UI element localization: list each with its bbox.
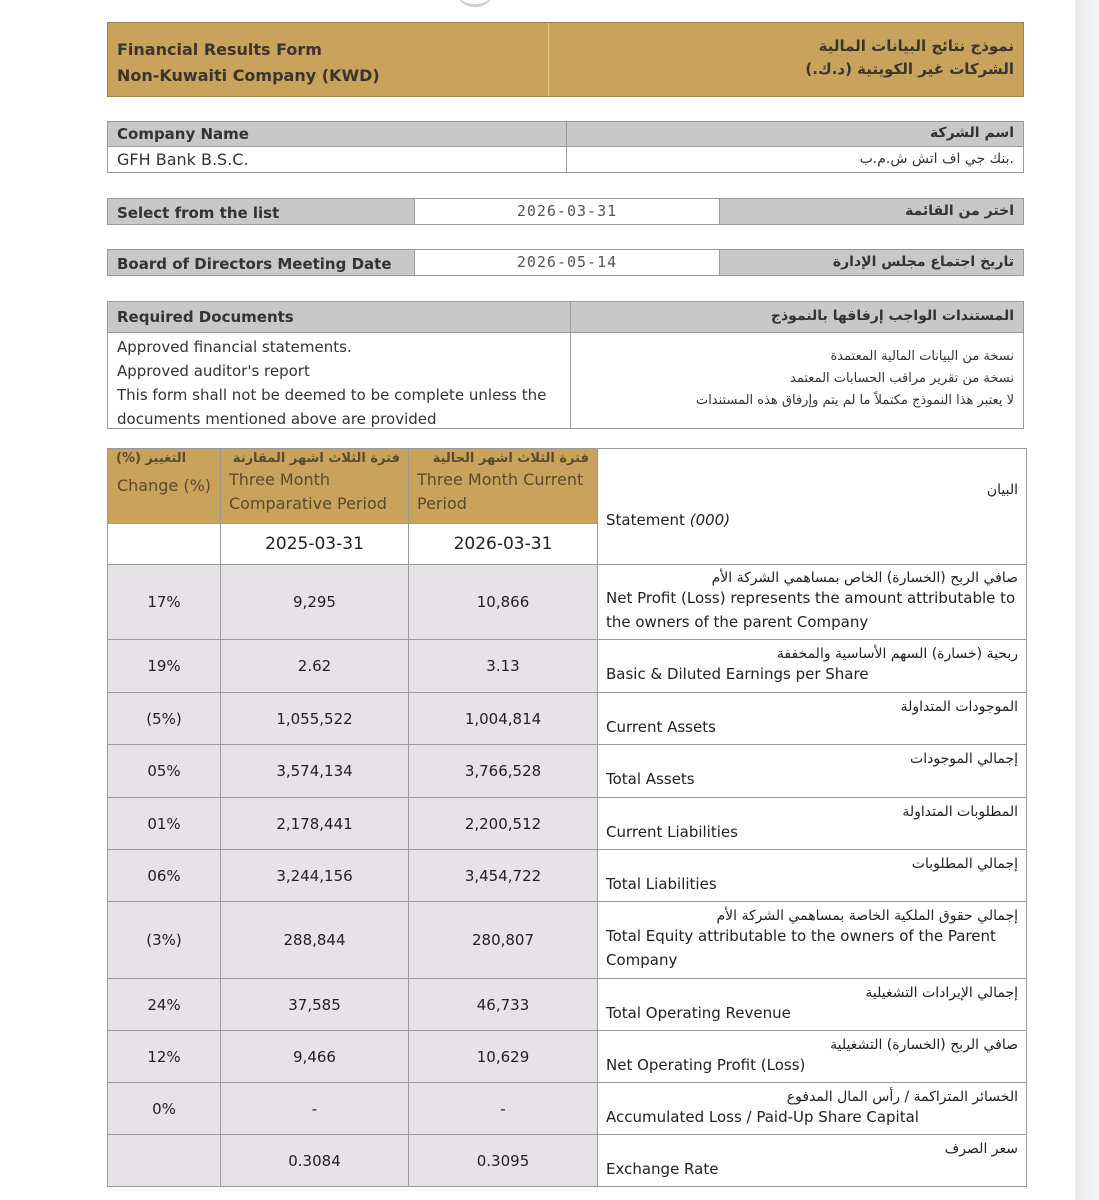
header-title-ar-line2: الشركات غير الكويتية (د.ك.) xyxy=(805,60,1014,78)
header-title-en-line1: Financial Results Form xyxy=(117,40,322,59)
statement-cell xyxy=(598,565,1027,640)
header-title-en xyxy=(108,23,549,96)
document-line: This form shall not be deemed to be complete unless the xyxy=(117,386,547,404)
select-list-label-ar: اختر من القائمة xyxy=(905,203,1014,219)
document-line: Approved auditor's report xyxy=(117,362,310,380)
statement-cell xyxy=(598,1083,1027,1135)
statement-label-en: Net Operating Profit (Loss) xyxy=(606,1055,806,1074)
statement-label-en: Basic & Diluted Earnings per Share xyxy=(606,665,869,683)
required-documents-label-ar: المستندات الواجب إرفاقها بالنموذج xyxy=(770,308,1014,324)
required-documents-label: Required Documents xyxy=(117,308,294,326)
statement-label-ar: صافي الربح (الخسارة) الخاص بمساهمي الشركة الأم xyxy=(711,570,1018,586)
document-line-ar: نسخة من تقرير مراقب الحسابات المعتمد xyxy=(790,371,1014,386)
table-row xyxy=(108,640,1027,693)
board-meeting-row xyxy=(107,249,1024,276)
change-header-ar: التغيير (%) xyxy=(116,451,187,466)
change-cell: (5%) xyxy=(108,693,221,745)
table-header-row xyxy=(108,449,1027,524)
statement-cell xyxy=(598,1031,1027,1083)
required-documents-section xyxy=(107,301,1024,429)
table-row xyxy=(108,1083,1027,1135)
page-edge-mark xyxy=(455,0,495,7)
statement-label-en: Current Liabilities xyxy=(606,822,738,841)
table-row xyxy=(108,693,1027,745)
statement-cell xyxy=(598,745,1027,798)
change-cell: 05% xyxy=(108,745,221,798)
statement-cell xyxy=(598,798,1027,850)
statement-label-ar: المطلوبات المتداولة xyxy=(902,803,1018,820)
company-name-value: GFH Bank B.S.C. xyxy=(117,150,249,169)
comparative-value-cell: 9,466 xyxy=(221,1031,409,1083)
current-value-cell: 1,004,814 xyxy=(409,693,598,745)
document-line: documents mentioned above are provided xyxy=(117,410,437,428)
comparative-value-cell: 2.62 xyxy=(221,640,409,693)
table-row xyxy=(108,902,1027,979)
comparative-value-cell: 3,574,134 xyxy=(221,745,409,798)
change-date-cell xyxy=(108,524,221,565)
current-date: 2026-03-31 xyxy=(409,524,598,565)
documents-list-ar xyxy=(696,346,1014,412)
current-value-cell: 2,200,512 xyxy=(409,798,598,850)
change-cell: 19% xyxy=(108,640,221,693)
document-line: Approved financial statements. xyxy=(117,338,352,356)
comparative-value-cell: 9,295 xyxy=(221,565,409,640)
change-cell: 12% xyxy=(108,1031,221,1083)
header-title-ar-line1: نموذج نتائج البيانات المالية xyxy=(818,37,1014,55)
table-row xyxy=(108,1031,1027,1083)
current-value-cell: 3,766,528 xyxy=(409,745,598,798)
comparative-value-cell: - xyxy=(221,1083,409,1135)
change-cell: 17% xyxy=(108,565,221,640)
company-name-label-ar: اسم الشركة xyxy=(929,125,1014,141)
documents-list-en xyxy=(117,335,546,431)
company-name-label: Company Name xyxy=(117,125,249,143)
current-header-ar: فترة الثلاث اشهر الحالية xyxy=(432,451,589,466)
statement-cell xyxy=(598,902,1027,979)
statement-label-ar: ربحية (خسارة) السهم الأساسية والمخففة xyxy=(776,646,1018,662)
company-name-value-ar: بنك جي اف اتش ش.م.ب. xyxy=(859,151,1014,167)
change-header-en: Change (%) xyxy=(116,476,212,495)
board-meeting-label-ar: تاريخ اجتماع مجلس الإدارة xyxy=(832,254,1014,270)
comparative-header xyxy=(221,449,409,524)
change-cell: 0% xyxy=(108,1083,221,1135)
current-value-cell: 10,866 xyxy=(409,565,598,640)
page-margin xyxy=(1075,0,1099,1200)
statement-cell xyxy=(598,1135,1027,1187)
statement-header-ar: البيان xyxy=(986,481,1018,498)
statement-cell xyxy=(598,850,1027,902)
statement-label-en: Accumulated Loss / Paid-Up Share Capital xyxy=(606,1107,919,1126)
statement-label-ar: الموجودات المتداولة xyxy=(900,698,1018,715)
change-cell: 06% xyxy=(108,850,221,902)
document-line-ar: نسخة من البيانات المالية المعتمدة xyxy=(830,349,1014,364)
statement-label-ar: إجمالي المطلوبات xyxy=(911,855,1018,872)
statement-label-en: Current Assets xyxy=(606,717,716,736)
statement-label-en: Total Liabilities xyxy=(606,874,717,893)
statement-label-en: Total Equity attributable to the owners of the Parent Company xyxy=(606,927,996,969)
change-header xyxy=(108,449,221,524)
financial-results-table xyxy=(107,448,1027,1187)
comparative-value-cell: 2,178,441 xyxy=(221,798,409,850)
company-divider xyxy=(566,122,567,172)
comparative-value-cell: 37,585 xyxy=(221,979,409,1031)
statement-header xyxy=(598,449,1027,565)
select-list-row xyxy=(107,198,1024,225)
statement-label-ar: الخسائر المتراكمة / رأس المال المدفوع xyxy=(786,1088,1018,1105)
comparative-date: 2025-03-31 xyxy=(221,524,409,565)
statement-label-ar: إجمالي حقوق الملكية الخاصة بمساهمي الشركة الأم xyxy=(716,908,1018,924)
change-cell: 01% xyxy=(108,798,221,850)
form-header xyxy=(107,22,1024,97)
statement-label-ar: إجمالي الإيرادات التشغيلية xyxy=(865,984,1018,1001)
company-name-section xyxy=(107,121,1024,173)
statement-header-en xyxy=(606,508,1018,532)
current-value-cell: 3,454,722 xyxy=(409,850,598,902)
statement-label-ar: إجمالي الموجودات xyxy=(910,751,1018,767)
statement-label-en: Exchange Rate xyxy=(606,1159,719,1178)
comparative-header-en: Three Month Comparative Period xyxy=(229,470,387,513)
statement-label-en: Total Operating Revenue xyxy=(606,1003,791,1022)
current-value-cell: 280,807 xyxy=(409,902,598,979)
current-value-cell: - xyxy=(409,1083,598,1135)
select-list-label: Select from the list xyxy=(117,204,280,222)
statement-label: Statement xyxy=(606,510,685,529)
table-row xyxy=(108,798,1027,850)
table-body xyxy=(108,565,1027,1187)
current-value-cell: 0.3095 xyxy=(409,1135,598,1187)
statement-cell xyxy=(598,979,1027,1031)
statement-label-ar: صافي الربح (الخسارة) التشغيلية xyxy=(830,1036,1018,1053)
change-cell xyxy=(108,1135,221,1187)
documents-divider xyxy=(570,302,571,428)
statement-cell xyxy=(598,693,1027,745)
current-header-en: Three Month Current Period xyxy=(417,470,584,513)
change-cell: (3%) xyxy=(108,902,221,979)
header-title-en-line2: Non-Kuwaiti Company (KWD) xyxy=(117,66,380,85)
table-row xyxy=(108,745,1027,798)
table-row xyxy=(108,850,1027,902)
statement-label-en: Net Profit (Loss) represents the amount attributable to the owners of the parent Company xyxy=(606,589,1016,631)
comparative-header-ar: فترة الثلاث اشهر المقارنة xyxy=(232,451,400,466)
current-value-cell: 3.13 xyxy=(409,640,598,693)
table-row xyxy=(108,979,1027,1031)
comparative-value-cell: 0.3084 xyxy=(221,1135,409,1187)
change-cell: 24% xyxy=(108,979,221,1031)
current-header xyxy=(409,449,598,524)
statement-label-ar: سعر الصرف xyxy=(944,1140,1018,1157)
board-meeting-date-field[interactable]: 2026-05-14 xyxy=(414,250,720,275)
period-select-field[interactable]: 2026-03-31 xyxy=(414,199,720,224)
board-meeting-label: Board of Directors Meeting Date xyxy=(117,255,392,273)
statement-label-en: Total Assets xyxy=(606,770,695,788)
statement-unit: (000) xyxy=(689,510,731,529)
current-value-cell: 10,629 xyxy=(409,1031,598,1083)
statement-cell xyxy=(598,640,1027,693)
table-row xyxy=(108,1135,1027,1187)
comparative-value-cell: 1,055,522 xyxy=(221,693,409,745)
document-line-ar: لا يعتبر هذا النموذج مكتملاً ما لم يتم وإرفاق هذه المستندات xyxy=(695,393,1014,408)
comparative-value-cell: 3,244,156 xyxy=(221,850,409,902)
current-value-cell: 46,733 xyxy=(409,979,598,1031)
comparative-value-cell: 288,844 xyxy=(221,902,409,979)
header-title-ar xyxy=(549,23,1023,96)
table-row xyxy=(108,565,1027,640)
